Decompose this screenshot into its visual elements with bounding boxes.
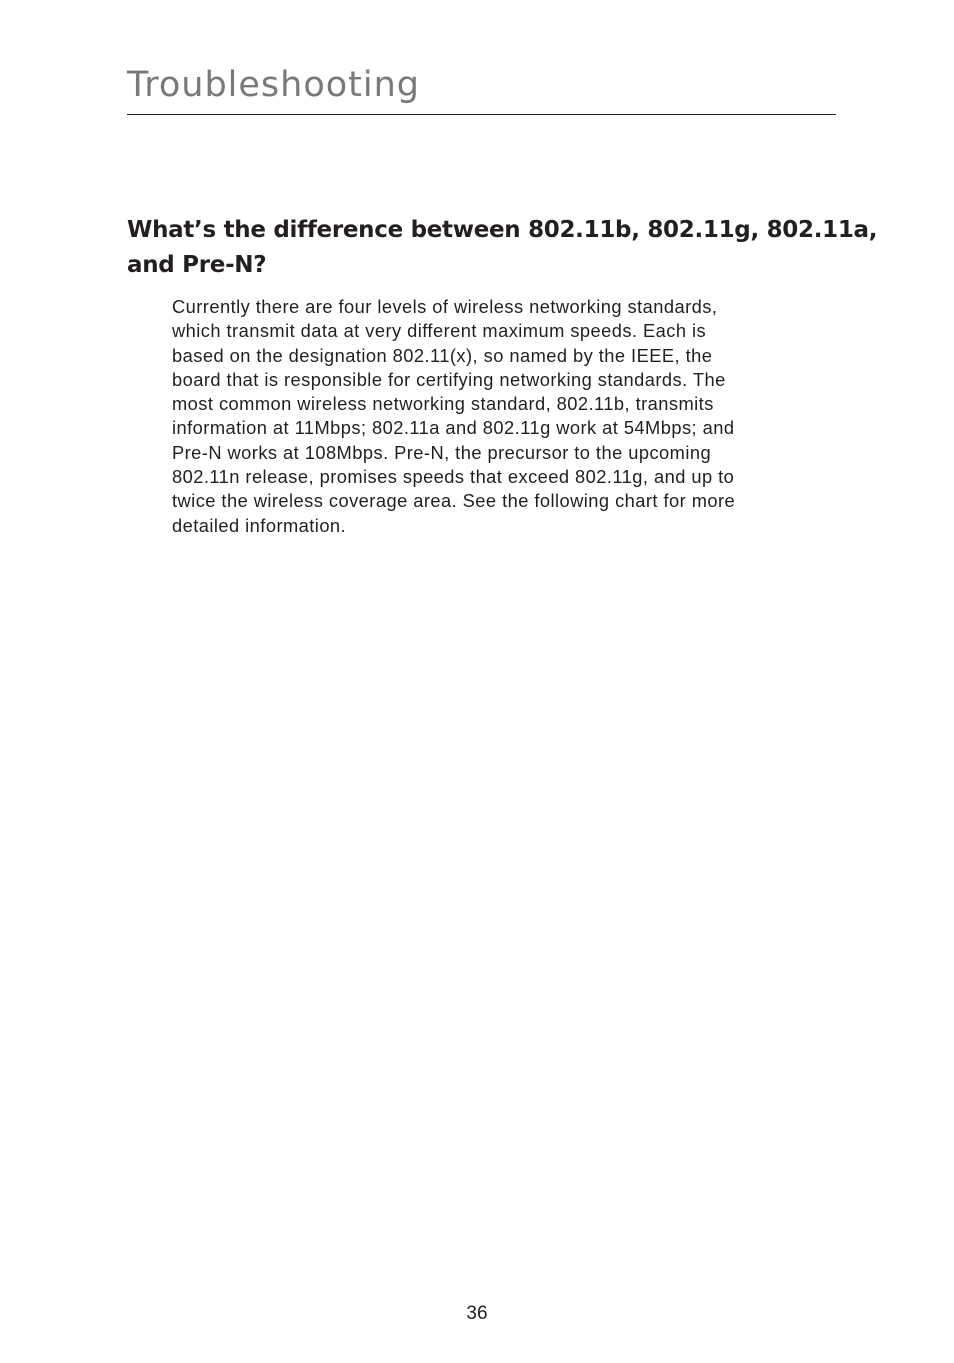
section-header (127, 62, 836, 115)
page-number: 36 (466, 1303, 488, 1324)
faq-question (127, 213, 887, 283)
faq-answer-line: Pre-N works at 108Mbps. Pre-N, the precursor to the upcoming (172, 441, 712, 463)
faq-question-line: What’s the difference between 802.11b, 802.11g, 802.11a, (127, 217, 878, 243)
faq-answer-line: based on the designation 802.11(x), so named by the IEEE, the (172, 344, 713, 366)
faq-answer-line: board that is responsible for certifying networking standards. The (172, 368, 726, 390)
faq-answer-line: detailed information. (172, 514, 347, 536)
faq-answer-line: which transmit data at very different maximum speeds. Each is (172, 320, 707, 342)
faq-answer (172, 295, 862, 538)
faq-answer-line: information at 11Mbps; 802.11a and 802.11g work at 54Mbps; and (172, 417, 735, 439)
faq-answer-line: 802.11n release, promises speeds that exceed 802.11g, and up to (172, 466, 735, 488)
faq-answer-line: most common wireless networking standard, 802.11b, transmits (172, 393, 714, 415)
section-title: Troubleshooting (127, 65, 421, 105)
faq-question-line: and Pre-N? (127, 252, 267, 278)
faq-answer-line: Currently there are four levels of wireless networking standards, (172, 296, 718, 317)
faq-answer-line: twice the wireless coverage area. See the following chart for more (172, 490, 736, 512)
